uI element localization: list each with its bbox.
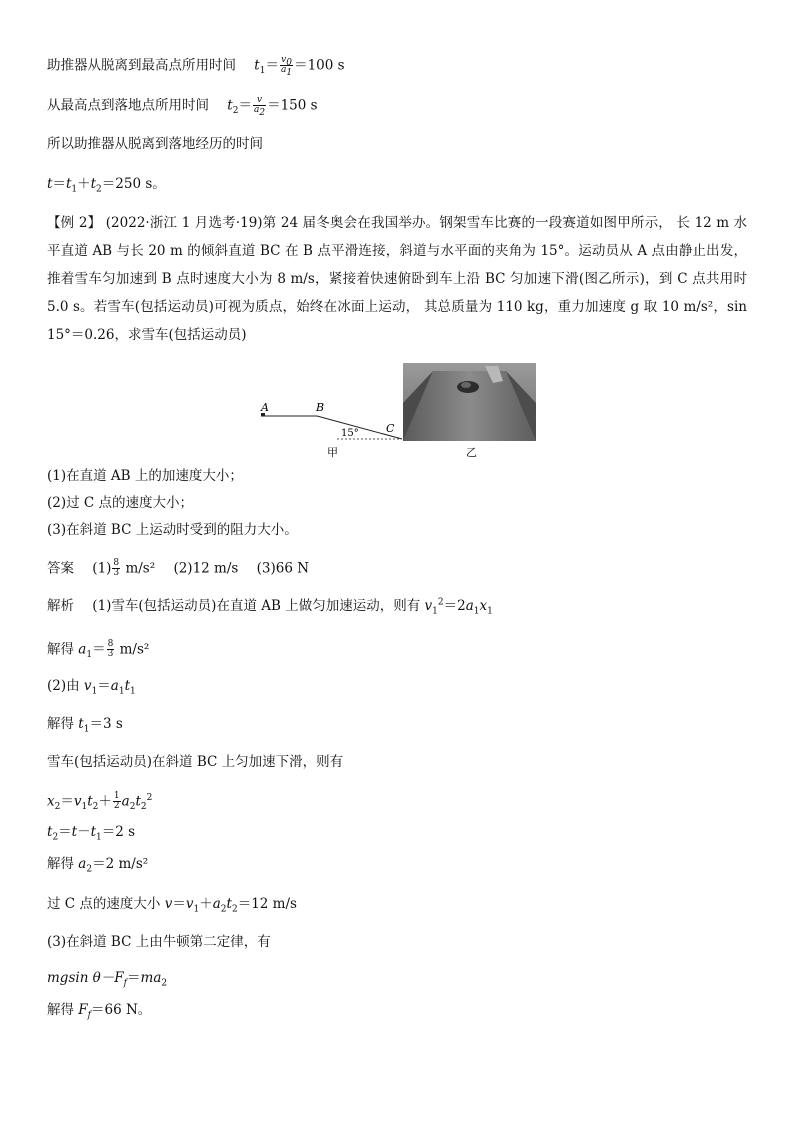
label-c: C <box>386 422 395 435</box>
velocity-at-c: 过 C 点的速度大小 $v=v_1+a_2t_2=12$ m/s <box>47 896 297 915</box>
label-a: A <box>261 401 269 414</box>
example-body: (2022·浙江 1 月选考·19)第 24 届冬奥会在我国举办。钢架雪车比赛的一段赛道如图甲所示， 长 12 m 水平直道 AB 与长 20 m 的倾斜直道 BC 在 B 点平滑连接，斜道与水平面的夹角为 15°。运动员从 A 点由静止出发，推着雪车匀加速到 B 点时速度大小为 8 m/s，紧接着快速俯卧到车上沿 BC 匀加速下滑(图乙所示)，到 C 点共用时 5.0 s。若雪车(包括运动员)可视为质点，始终在冰面上运动， 其总质量为 110 kg，重力加速度 g 取 10 m/s²，sin 15°＝0.26，求雪车(包括运动员) <box>47 215 747 343</box>
line-total-time: $t=t_1+t_2=250$ s。 <box>47 176 166 195</box>
step-2: (2)由 $v_1=a_1t_1$ <box>47 678 136 697</box>
track-diagram-figure <box>255 361 405 461</box>
equation-x2: $x_2=v_1t_2+$ $\frac{1}{2}$ $a_2t_2^2$ <box>47 791 153 813</box>
fraction-v-a2: $\frac{v}{a_2}$ <box>253 95 266 119</box>
bc-description: 雪车(包括运动员)在斜道 BC 上匀加速下滑，则有 <box>47 754 344 770</box>
line-top-to-ground: 从最高点到落地点所用时间 $t_2=$ $\frac{v}{a_2}$ ＝150 s <box>47 95 318 119</box>
line-boost-to-top: 助推器从脱离到最高点所用时间 $t_1=$ $\frac{v_0}{a_1}$ ＝100 s <box>47 55 345 79</box>
newton-equation: mgsin $\theta-F_f=ma_2$ <box>47 970 168 989</box>
caption-jia: 甲 <box>327 446 338 459</box>
solve-a2: 解得 $a_2=2$ m/s² <box>47 856 149 875</box>
bobsled-photo <box>403 363 536 441</box>
question-2: (2)过 C 点的速度大小； <box>47 495 194 511</box>
analysis-line: 解析 (1)雪车(包括运动员)在直道 AB 上做匀加速运动，则有 $v_1^2=2a_1x_1$ <box>47 597 493 617</box>
example-2-paragraph <box>47 209 747 349</box>
solve-a1: 解得 $a_1=$ $\frac{8}{3}$ m/s² <box>47 639 150 661</box>
fraction-v0-a1: $\frac{v_0}{a_1}$ <box>280 55 293 79</box>
line-total-time-lead: 所以助推器从脱离到落地经历的时间 <box>47 136 263 152</box>
solve-ff: 解得 $F_f=66$ N。 <box>47 1002 152 1021</box>
caption-yi: 乙 <box>466 446 477 459</box>
step-3: (3)在斜道 BC 上由牛顿第二定律，有 <box>47 934 271 950</box>
fraction-1-2: $\frac{1}{2}$ <box>113 791 120 812</box>
label-b: B <box>316 401 325 414</box>
angle-label: 15° <box>341 428 359 439</box>
solve-t1: 解得 $t_1=3$ s <box>47 716 123 735</box>
equation-t2: $t_2=t-t_1=2$ s <box>47 824 136 843</box>
question-1: (1)在直道 AB 上的加速度大小； <box>47 468 243 484</box>
example-label: 【例 2】 <box>47 215 102 231</box>
question-3: (3)在斜道 BC 上运动时受到的阻力大小。 <box>47 522 298 538</box>
answer-line: 答案 (1) $\frac{8}{3}$ m/s² (2)12 m/s (3)66 N <box>47 558 310 579</box>
fraction-8-3: $\frac{8}{3}$ <box>113 558 120 579</box>
